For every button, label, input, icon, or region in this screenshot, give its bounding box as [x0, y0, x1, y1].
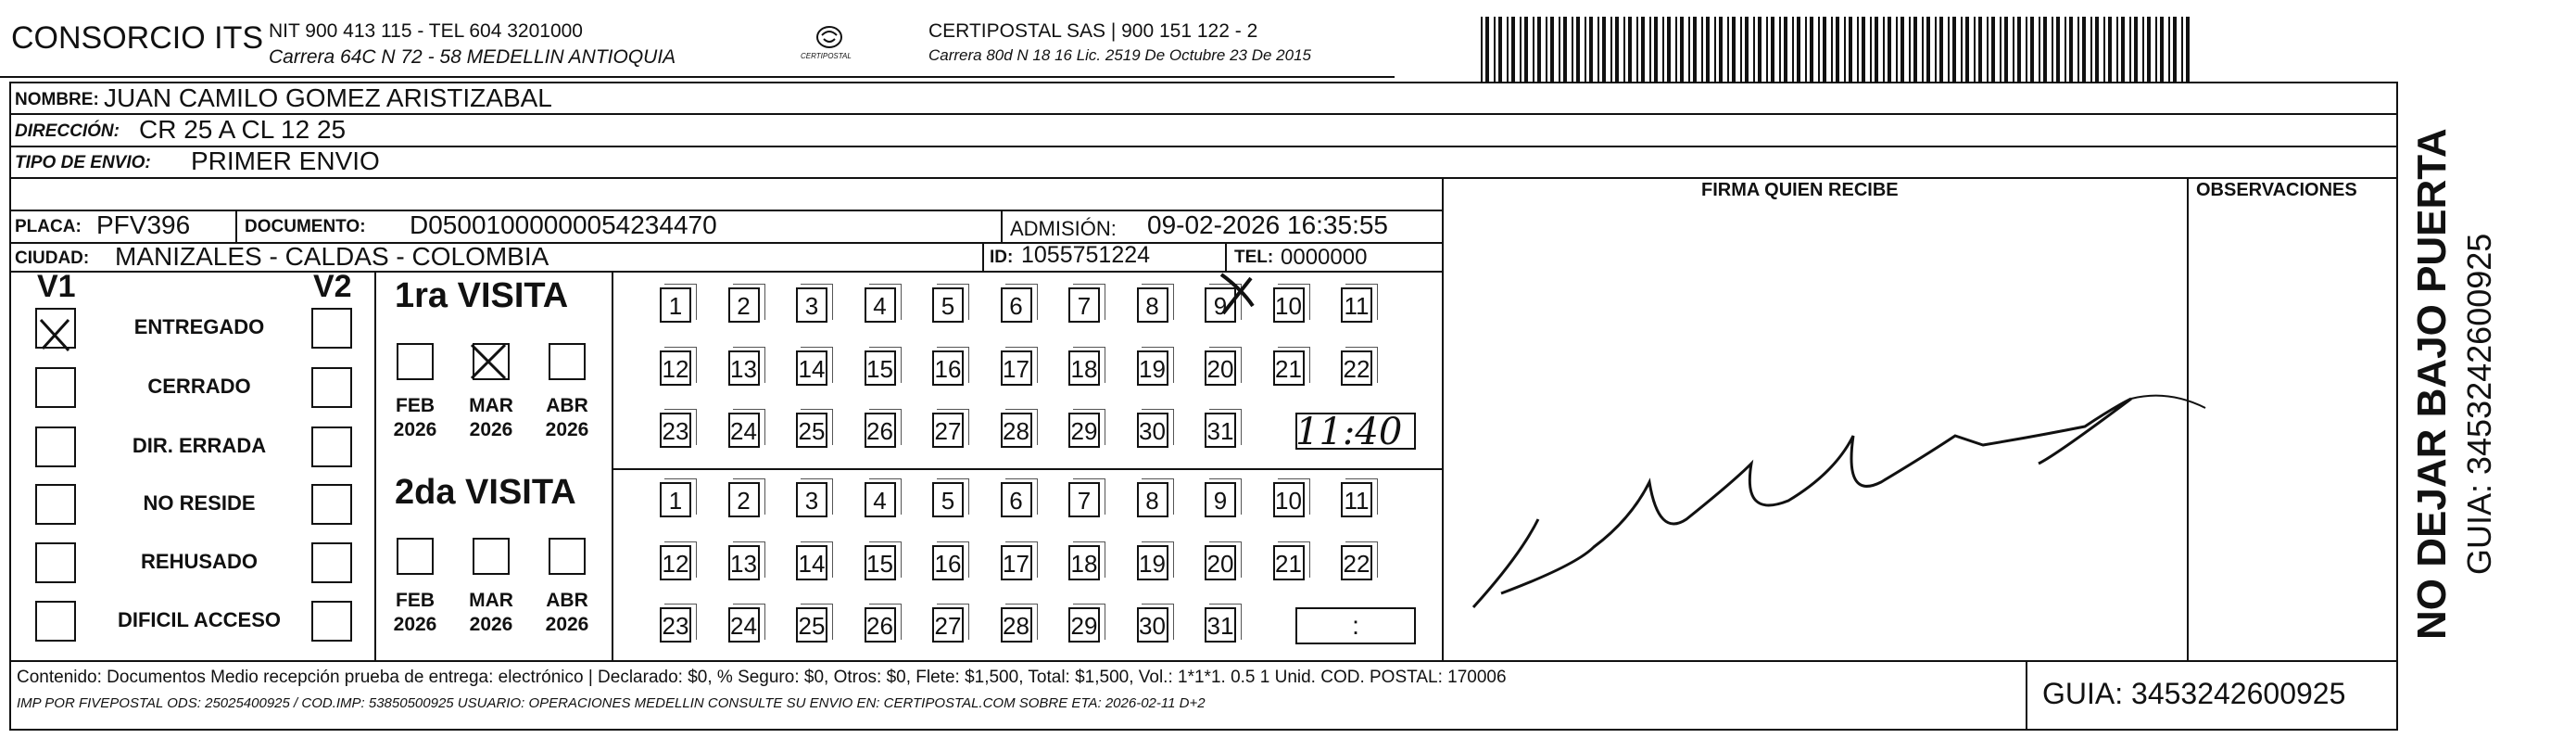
day-box[interactable]: 1 — [660, 482, 691, 517]
day-box[interactable]: 13 — [728, 350, 760, 386]
day-box[interactable]: 10 — [1273, 482, 1305, 517]
day-box[interactable]: 21 — [1273, 545, 1305, 580]
day-box[interactable]: 24 — [728, 607, 760, 643]
day-box[interactable]: 17 — [1001, 350, 1032, 386]
year-label: 2026 — [393, 614, 437, 635]
status-label: DIFICIL ACCESO — [117, 608, 281, 631]
day-box[interactable]: 14 — [796, 545, 827, 580]
day-box[interactable]: 6 — [1001, 482, 1032, 517]
contenido-line: Contenido: Documentos Medio recepción prueba de entrega: electrónico | Declarado: $0, % Seguro: $0, Otros: $0, Flete: $1,500, Total: $1,500, Vol.: 1*1*1. 0.5 1 Unid. COD. POSTAL: 170006 — [17, 668, 1507, 687]
nit-line: NIT 900 413 115 - TEL 604 3201000 — [269, 20, 583, 42]
day-box[interactable]: 3 — [796, 482, 827, 517]
day-box[interactable]: 14 — [796, 350, 827, 386]
direccion-value: CR 25 A CL 12 25 — [139, 115, 347, 144]
day-box[interactable]: 23 — [660, 607, 691, 643]
day-box[interactable]: 5 — [932, 287, 964, 323]
day-box[interactable]: 22 — [1341, 350, 1372, 386]
day-box[interactable]: 16 — [932, 545, 964, 580]
day-box[interactable]: 1 — [660, 287, 691, 323]
month-label: ABR — [546, 590, 588, 611]
day-box[interactable]: 3 — [796, 287, 827, 323]
day-box[interactable]: 9 — [1205, 482, 1236, 517]
admision-value: 09-02-2026 16:35:55 — [1147, 210, 1388, 239]
nombre-value: JUAN CAMILO GOMEZ ARISTIZABAL — [104, 83, 552, 112]
month-label: MAR — [469, 395, 513, 416]
day-box[interactable]: 20 — [1205, 350, 1236, 386]
day-box[interactable]: 31 — [1205, 413, 1236, 448]
documento-value: D05001000000054234470 — [410, 210, 717, 239]
imp-line: IMP POR FIVEPOSTAL ODS: 25025400925 / COD.IMP: 53850500925 USUARIO: OPERACIONES MEDELLIN CONSULTE SU ENVIO EN: CERTIPOSTAL.COM SOBRE ETA: 2026-02-11 D+2 — [17, 695, 1206, 711]
tel-value: 0000000 — [1281, 245, 1368, 270]
company-name: CONSORCIO ITS — [11, 20, 264, 56]
second-visit-title: 2da VISITA — [395, 473, 576, 512]
month-label: ABR — [546, 395, 588, 416]
day-box[interactable]: 11 — [1341, 482, 1372, 517]
month-label: FEB — [396, 395, 435, 416]
time-box[interactable]: : — [1295, 607, 1416, 644]
firma-header: FIRMA QUIEN RECIBE — [1701, 180, 1899, 200]
year-label: 2026 — [545, 419, 589, 440]
day-box[interactable]: 30 — [1137, 607, 1168, 643]
day-box[interactable]: 16 — [932, 350, 964, 386]
v1-header: V1 — [37, 269, 76, 304]
month-label: MAR — [469, 590, 513, 611]
day-box[interactable]: 28 — [1001, 413, 1032, 448]
day-box[interactable]: 26 — [865, 607, 896, 643]
day-box[interactable]: 13 — [728, 545, 760, 580]
status-label: NO RESIDE — [143, 491, 256, 515]
status-label: ENTREGADO — [133, 315, 265, 338]
day-box[interactable]: 25 — [796, 607, 827, 643]
guia-footer: GUIA: 3453242600925 — [2042, 677, 2346, 710]
certipostal-address: Carrera 80d N 18 16 Lic. 2519 De Octubre 23 De 2015 — [928, 46, 1311, 64]
day-box[interactable]: 29 — [1068, 413, 1100, 448]
placa-value: PFV396 — [96, 210, 191, 239]
day-box[interactable]: 6 — [1001, 287, 1032, 323]
day-box[interactable]: 18 — [1068, 545, 1100, 580]
month-label: FEB — [396, 590, 435, 611]
status-label: DIR. ERRADA — [132, 434, 267, 457]
day-box[interactable]: 9 — [1205, 287, 1236, 323]
day-box[interactable]: 21 — [1273, 350, 1305, 386]
status-label: REHUSADO — [141, 550, 258, 573]
tel-label: TEL: — [1234, 248, 1274, 267]
year-label: 2026 — [393, 419, 437, 440]
placa-label: PLACA: — [15, 217, 82, 236]
year-label: 2026 — [469, 614, 513, 635]
id-label: ID: — [990, 248, 1014, 267]
year-label: 2026 — [469, 419, 513, 440]
day-box[interactable]: 15 — [865, 350, 896, 386]
side-guia: GUIA: 3453242600925 — [2460, 233, 2498, 575]
day-box[interactable]: 12 — [660, 545, 691, 580]
admision-label: ADMISIÓN: — [1010, 217, 1117, 240]
day-box[interactable]: 19 — [1137, 545, 1168, 580]
year-label: 2026 — [545, 614, 589, 635]
documento-label: DOCUMENTO: — [245, 217, 366, 236]
day-box[interactable]: 15 — [865, 545, 896, 580]
day-box[interactable]: 22 — [1341, 545, 1372, 580]
day-box[interactable]: 2 — [728, 482, 760, 517]
day-box[interactable]: 27 — [932, 413, 964, 448]
first-visit-title: 1ra VISITA — [395, 276, 569, 315]
first-visit-time: 11:40 — [1295, 411, 1403, 453]
day-box[interactable]: 8 — [1137, 287, 1168, 323]
direccion-label: DIRECCIÓN: — [15, 121, 120, 141]
day-box[interactable]: 26 — [865, 413, 896, 448]
ciudad-label: CIUDAD: — [15, 248, 90, 268]
day-box[interactable]: 7 — [1068, 482, 1100, 517]
day-box[interactable]: 18 — [1068, 350, 1100, 386]
day-box[interactable]: 29 — [1068, 607, 1100, 643]
day-box[interactable]: 20 — [1205, 545, 1236, 580]
day-box[interactable]: 23 — [660, 413, 691, 448]
tipo-envio-value: PRIMER ENVIO — [191, 146, 380, 175]
ciudad-value: MANIZALES - CALDAS - COLOMBIA — [115, 242, 549, 271]
tipo-envio-label: TIPO DE ENVIO: — [15, 153, 151, 172]
day-box[interactable]: 17 — [1001, 545, 1032, 580]
day-box[interactable]: 12 — [660, 350, 691, 386]
nombre-label: NOMBRE: — [15, 90, 99, 109]
company-address: Carrera 64C N 72 - 58 MEDELLIN ANTIOQUIA — [269, 46, 676, 68]
logo-caption: CERTIPOSTAL — [801, 52, 852, 60]
status-label: CERRADO — [147, 375, 251, 398]
day-box[interactable]: 30 — [1137, 413, 1168, 448]
day-box[interactable]: 28 — [1001, 607, 1032, 643]
id-value: 1055751224 — [1021, 242, 1151, 268]
no-dejar-bajo-puerta: NO DEJAR BAJO PUERTA — [2409, 128, 2455, 640]
day-box[interactable]: 7 — [1068, 287, 1100, 323]
day-box[interactable]: 25 — [796, 413, 827, 448]
day-box[interactable]: 27 — [932, 607, 964, 643]
day-box[interactable]: 4 — [865, 482, 896, 517]
day-box[interactable]: 11 — [1341, 287, 1372, 323]
day-box[interactable]: 8 — [1137, 482, 1168, 517]
day-box[interactable]: 19 — [1137, 350, 1168, 386]
observaciones-header: OBSERVACIONES — [2196, 180, 2357, 200]
day-box[interactable]: 24 — [728, 413, 760, 448]
day-box[interactable]: 4 — [865, 287, 896, 323]
day-box[interactable]: 31 — [1205, 607, 1236, 643]
day-box[interactable]: 10 — [1273, 287, 1305, 323]
v2-header: V2 — [313, 269, 352, 304]
day-box[interactable]: 2 — [728, 287, 760, 323]
day-box[interactable]: 5 — [932, 482, 964, 517]
certipostal-line: CERTIPOSTAL SAS | 900 151 122 - 2 — [928, 20, 1258, 42]
